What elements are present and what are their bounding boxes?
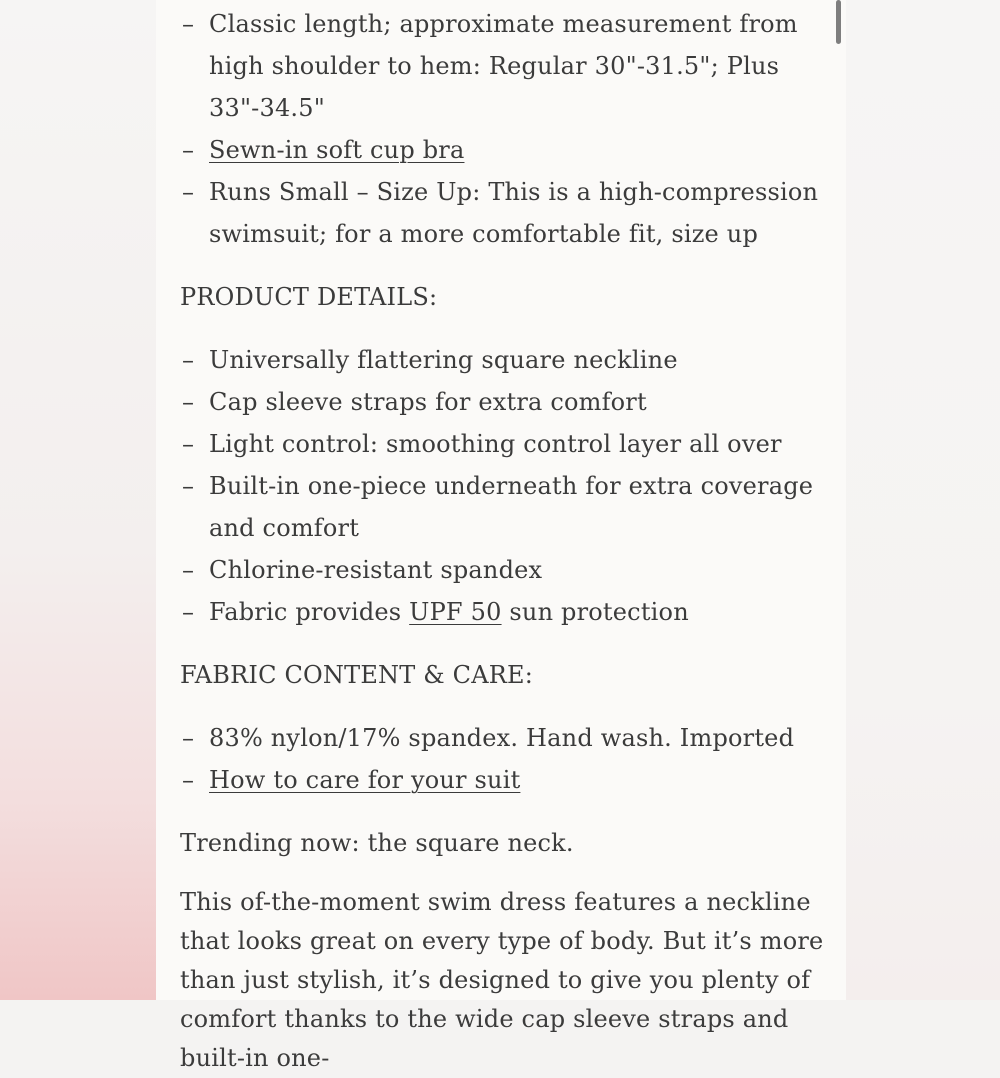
fabric-care-heading: FABRIC CONTENT & CARE: (180, 661, 534, 689)
background-right (846, 0, 1000, 1000)
scrollbar[interactable] (834, 0, 844, 1000)
fit-list (180, 3, 825, 255)
runs-small-text: Runs Small – Size Up: This is a high-compression swimsuit; for a more comfortable fit, size up (209, 178, 819, 248)
list-item-text: Built-in one-piece underneath for extra coverage and comfort (209, 472, 814, 542)
product-details-heading: PRODUCT DETAILS: (180, 283, 438, 311)
list-item-text: Cap sleeve straps for extra comfort (209, 388, 647, 416)
list-item (180, 339, 825, 381)
list-item (180, 759, 825, 801)
product-details-list (180, 339, 825, 633)
background-left (0, 0, 156, 1000)
list-item (180, 171, 825, 255)
fit-length-text: Classic length; approximate measurement from high shoulder to hem: Regular 30"-31.5"; Plus 33"-34.5" (209, 10, 798, 122)
list-item (180, 465, 825, 549)
upf-50-link[interactable]: UPF 50 (409, 598, 502, 626)
list-item (180, 591, 825, 633)
care-instructions-link[interactable]: How to care for your suit (209, 766, 521, 794)
list-item-text: Chlorine-resistant spandex (209, 556, 543, 584)
list-item (180, 129, 825, 171)
upf-text-after: sun protection (501, 598, 689, 626)
scrollbar-thumb[interactable] (836, 0, 841, 44)
list-item (180, 549, 825, 591)
upf-text-before: Fabric provides (209, 598, 410, 626)
list-item (180, 3, 825, 129)
fabric-content-text: 83% nylon/17% spandex. Hand wash. Imported (209, 724, 795, 752)
list-item (180, 423, 825, 465)
description-paragraph: This of-the-moment swim dress features a neckline that looks great on every type of body. But it’s more than just stylish, it’s designed to give you plenty of comfort thanks to the wide cap sleeve straps and built-in one- (180, 888, 824, 1072)
list-item (180, 381, 825, 423)
list-item-text: Light control: smoothing control layer all over (209, 430, 782, 458)
fabric-care-list (180, 717, 825, 801)
soft-cup-bra-link[interactable]: Sewn-in soft cup bra (209, 136, 465, 164)
trending-text: Trending now: the square neck. (180, 829, 574, 857)
list-item-text: Universally flattering square neckline (209, 346, 678, 374)
product-description (180, 3, 825, 1078)
list-item (180, 717, 825, 759)
